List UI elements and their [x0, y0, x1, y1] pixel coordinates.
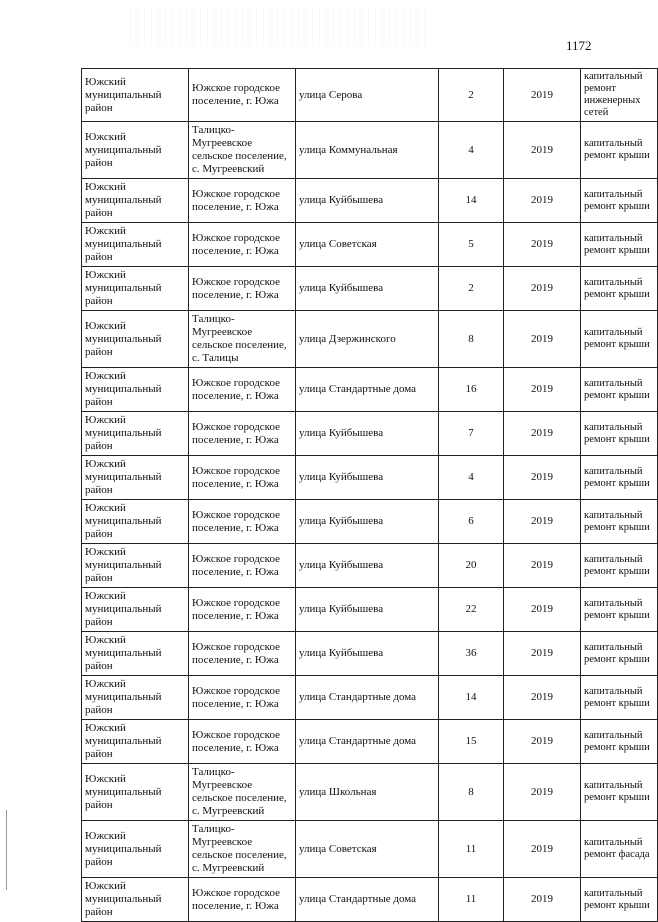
table-row	[82, 122, 658, 179]
house-number-cell: 2	[439, 267, 504, 311]
settlement-cell: Талицко-Мугреевское сельское поселение, с. Талицы	[189, 311, 296, 368]
house-number-cell: 20	[439, 544, 504, 588]
year-cell: 2019	[504, 122, 581, 179]
street-cell: улица Куйбышева	[296, 500, 439, 544]
work-type-cell: капитальный ремонт крыши	[581, 368, 658, 412]
street-cell: улица Дзержинского	[296, 311, 439, 368]
year-cell: 2019	[504, 69, 581, 122]
house-number-cell: 14	[439, 676, 504, 720]
table-row	[82, 223, 658, 267]
house-number-cell: 11	[439, 821, 504, 878]
work-type-cell: капитальный ремонт крыши	[581, 676, 658, 720]
work-type-cell: капитальный ремонт крыши	[581, 456, 658, 500]
table-row	[82, 412, 658, 456]
district-cell: Южский муниципальный район	[82, 223, 189, 267]
settlement-cell: Южское городское поселение, г. Южа	[189, 676, 296, 720]
work-type-cell: капитальный ремонт крыши	[581, 500, 658, 544]
street-cell: улица Куйбышева	[296, 632, 439, 676]
year-cell: 2019	[504, 223, 581, 267]
year-cell: 2019	[504, 412, 581, 456]
house-number-cell: 16	[439, 368, 504, 412]
settlement-cell: Южское городское поселение, г. Южа	[189, 412, 296, 456]
district-cell: Южский муниципальный район	[82, 267, 189, 311]
year-cell: 2019	[504, 179, 581, 223]
house-number-cell: 8	[439, 764, 504, 821]
settlement-cell: Южское городское поселение, г. Южа	[189, 179, 296, 223]
settlement-cell: Южское городское поселение, г. Южа	[189, 223, 296, 267]
scan-edge-line	[6, 810, 7, 890]
settlement-cell: Южское городское поселение, г. Южа	[189, 878, 296, 922]
year-cell: 2019	[504, 544, 581, 588]
district-cell: Южский муниципальный район	[82, 720, 189, 764]
repair-table	[81, 68, 658, 922]
year-cell: 2019	[504, 878, 581, 922]
house-number-cell: 11	[439, 878, 504, 922]
table-row	[82, 456, 658, 500]
work-type-cell: капитальный ремонт фасада	[581, 821, 658, 878]
district-cell: Южский муниципальный район	[82, 69, 189, 122]
table-row	[82, 311, 658, 368]
table-row	[82, 764, 658, 821]
year-cell: 2019	[504, 311, 581, 368]
house-number-cell: 4	[439, 122, 504, 179]
house-number-cell: 6	[439, 500, 504, 544]
street-cell: улица Стандартные дома	[296, 720, 439, 764]
work-type-cell: капитальный ремонт крыши	[581, 720, 658, 764]
street-cell: улица Серова	[296, 69, 439, 122]
table-row	[82, 720, 658, 764]
work-type-cell: капитальный ремонт крыши	[581, 412, 658, 456]
street-cell: улица Советская	[296, 821, 439, 878]
work-type-cell: капитальный ремонт крыши	[581, 764, 658, 821]
district-cell: Южский муниципальный район	[82, 412, 189, 456]
table-row	[82, 179, 658, 223]
year-cell: 2019	[504, 676, 581, 720]
table-row	[82, 500, 658, 544]
district-cell: Южский муниципальный район	[82, 544, 189, 588]
district-cell: Южский муниципальный район	[82, 368, 189, 412]
settlement-cell: Южское городское поселение, г. Южа	[189, 500, 296, 544]
work-type-cell: капитальный ремонт крыши	[581, 311, 658, 368]
year-cell: 2019	[504, 764, 581, 821]
settlement-cell: Южское городское поселение, г. Южа	[189, 632, 296, 676]
work-type-cell: капитальный ремонт крыши	[581, 223, 658, 267]
year-cell: 2019	[504, 368, 581, 412]
table-row	[82, 676, 658, 720]
district-cell: Южский муниципальный район	[82, 588, 189, 632]
settlement-cell: Южское городское поселение, г. Южа	[189, 720, 296, 764]
house-number-cell: 36	[439, 632, 504, 676]
year-cell: 2019	[504, 267, 581, 311]
work-type-cell: капитальный ремонт крыши	[581, 267, 658, 311]
work-type-cell: капитальный ремонт крыши	[581, 588, 658, 632]
table-row	[82, 878, 658, 922]
settlement-cell: Южское городское поселение, г. Южа	[189, 368, 296, 412]
district-cell: Южский муниципальный район	[82, 122, 189, 179]
district-cell: Южский муниципальный район	[82, 311, 189, 368]
house-number-cell: 5	[439, 223, 504, 267]
settlement-cell: Южское городское поселение, г. Южа	[189, 267, 296, 311]
scan-noise	[130, 6, 430, 46]
work-type-cell: капитальный ремонт крыши	[581, 179, 658, 223]
district-cell: Южский муниципальный район	[82, 500, 189, 544]
work-type-cell: капитальный ремонт крыши	[581, 878, 658, 922]
settlement-cell: Южское городское поселение, г. Южа	[189, 456, 296, 500]
street-cell: улица Куйбышева	[296, 456, 439, 500]
year-cell: 2019	[504, 632, 581, 676]
district-cell: Южский муниципальный район	[82, 878, 189, 922]
house-number-cell: 8	[439, 311, 504, 368]
street-cell: улица Куйбышева	[296, 179, 439, 223]
year-cell: 2019	[504, 588, 581, 632]
district-cell: Южский муниципальный район	[82, 632, 189, 676]
settlement-cell: Южское городское поселение, г. Южа	[189, 69, 296, 122]
street-cell: улица Школьная	[296, 764, 439, 821]
work-type-cell: капитальный ремонт крыши	[581, 122, 658, 179]
work-type-cell: капитальный ремонт инженерных сетей	[581, 69, 658, 122]
table-row	[82, 632, 658, 676]
street-cell: улица Куйбышева	[296, 267, 439, 311]
table-row	[82, 368, 658, 412]
year-cell: 2019	[504, 821, 581, 878]
settlement-cell: Южское городское поселение, г. Южа	[189, 544, 296, 588]
district-cell: Южский муниципальный район	[82, 456, 189, 500]
work-type-cell: капитальный ремонт крыши	[581, 632, 658, 676]
house-number-cell: 15	[439, 720, 504, 764]
table-row	[82, 588, 658, 632]
street-cell: улица Стандартные дома	[296, 676, 439, 720]
house-number-cell: 7	[439, 412, 504, 456]
street-cell: улица Стандартные дома	[296, 368, 439, 412]
table-row	[82, 267, 658, 311]
year-cell: 2019	[504, 456, 581, 500]
street-cell: улица Советская	[296, 223, 439, 267]
table-row	[82, 544, 658, 588]
street-cell: улица Коммунальная	[296, 122, 439, 179]
street-cell: улица Куйбышева	[296, 412, 439, 456]
house-number-cell: 22	[439, 588, 504, 632]
year-cell: 2019	[504, 720, 581, 764]
house-number-cell: 4	[439, 456, 504, 500]
street-cell: улица Стандартные дома	[296, 878, 439, 922]
district-cell: Южский муниципальный район	[82, 676, 189, 720]
district-cell: Южский муниципальный район	[82, 764, 189, 821]
district-cell: Южский муниципальный район	[82, 179, 189, 223]
table-row	[82, 69, 658, 122]
district-cell: Южский муниципальный район	[82, 821, 189, 878]
table-row	[82, 821, 658, 878]
settlement-cell: Южское городское поселение, г. Южа	[189, 588, 296, 632]
street-cell: улица Куйбышева	[296, 544, 439, 588]
house-number-cell: 2	[439, 69, 504, 122]
work-type-cell: капитальный ремонт крыши	[581, 544, 658, 588]
year-cell: 2019	[504, 500, 581, 544]
settlement-cell: Талицко-Мугреевское сельское поселение, с. Мугреевский	[189, 764, 296, 821]
page-number: 1172	[566, 38, 592, 53]
settlement-cell: Талицко-Мугреевское сельское поселение, с. Мугреевский	[189, 821, 296, 878]
street-cell: улица Куйбышева	[296, 588, 439, 632]
house-number-cell: 14	[439, 179, 504, 223]
settlement-cell: Талицко-Мугреевское сельское поселение, с. Мугреевский	[189, 122, 296, 179]
